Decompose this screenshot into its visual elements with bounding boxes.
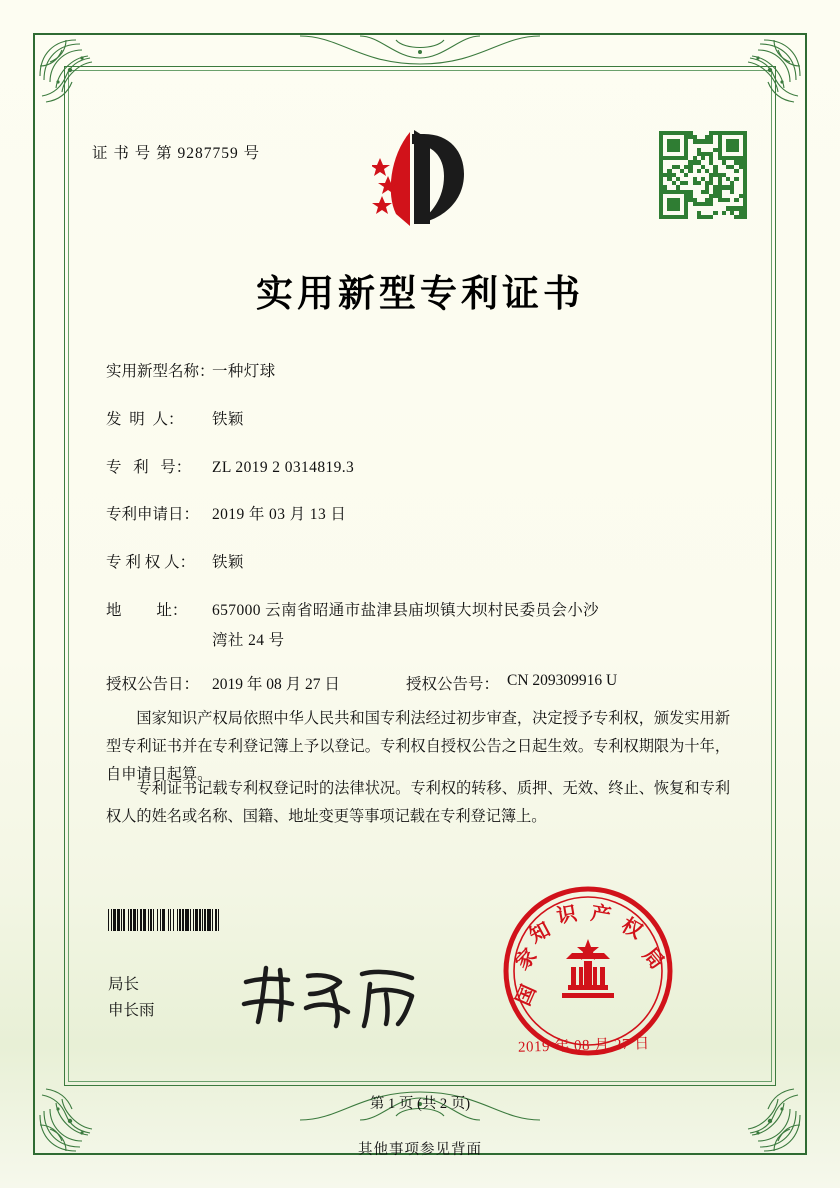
field-value: 657000 云南省昭通市盐津县庙坝镇大坝村民委员会小沙: [212, 601, 600, 619]
field-value: 铁颖: [212, 410, 244, 428]
svg-text:权: 权: [617, 914, 646, 944]
field-value: ZL 2019 2 0314819.3: [212, 458, 355, 476]
field-row-grant: [106, 672, 726, 694]
field-label: 专利申请日：: [106, 506, 200, 524]
certificate-number: 证 书 号 第 9287759 号: [92, 145, 261, 162]
field-row-patentee: [106, 551, 726, 574]
svg-text:识: 识: [555, 902, 579, 928]
fields-block: [106, 360, 726, 712]
cnipa-logo-icon: [372, 128, 468, 232]
svg-text:局: 局: [638, 944, 668, 974]
field-value: 2019 年 03 月 13 日: [212, 506, 347, 524]
seal-date: 2019 年 08 月 27 日: [517, 1036, 650, 1056]
signature-block: [108, 972, 155, 1024]
address-line-2: 湾社 24 号: [212, 632, 285, 649]
footnote: 其他事项参见背面: [358, 1142, 482, 1158]
svg-text:产: 产: [589, 902, 613, 928]
grant-no-value: CN 209309916 U: [507, 672, 618, 689]
official-seal: [502, 885, 674, 1057]
field-row-inventor: [106, 408, 726, 431]
director-role-label: 局长: [108, 976, 140, 993]
grant-no-label: 授权公告号：: [406, 676, 500, 693]
page-number: 第 1 页 (共 2 页): [369, 1096, 471, 1112]
director-name-label: 申长雨: [108, 1002, 155, 1019]
field-label: 实用新型名称：: [106, 363, 215, 380]
field-row-address: [106, 599, 726, 622]
svg-text:知: 知: [526, 918, 555, 948]
field-label: 地 址：: [106, 601, 188, 619]
paragraph-1: 国家知识产权局依照中华人民共和国专利法经过初步审查，决定授予专利权，颁发实用新型专利证书并在专利登记簿上予以登记。专利权自授权公告之日起生效。专利权期限为十年，自申请日起算。: [106, 710, 730, 783]
paragraph-2: 专利证书记载专利权登记时的法律状况。专利权的转移、质押、无效、终止、恢复和专利权人的姓名或名称、国籍、地址变更等事项记载在专利登记簿上。: [106, 780, 730, 825]
field-row-name: [106, 360, 726, 383]
grant-date-label: 授权公告日：: [106, 676, 200, 693]
page-title: 实用新型专利证书: [256, 274, 584, 315]
field-label: 专 利 权 人：: [106, 554, 196, 571]
field-label: 发 明 人：: [106, 410, 184, 428]
svg-text:家: 家: [511, 944, 542, 975]
field-row-patent-no: [106, 456, 726, 479]
field-row-application-date: [106, 503, 726, 526]
qr-code: [659, 131, 747, 219]
svg-text:国: 国: [512, 981, 541, 1010]
field-value: 铁颖: [212, 554, 244, 571]
field-value: 一种灯球: [212, 363, 276, 380]
edge-ornament-top: [300, 34, 540, 68]
grant-date-value: 2019 年 08 月 27 日: [212, 676, 340, 693]
handwritten-signature: [236, 960, 436, 1030]
field-label: 专 利 号：: [106, 458, 192, 476]
barcode: [108, 909, 330, 931]
